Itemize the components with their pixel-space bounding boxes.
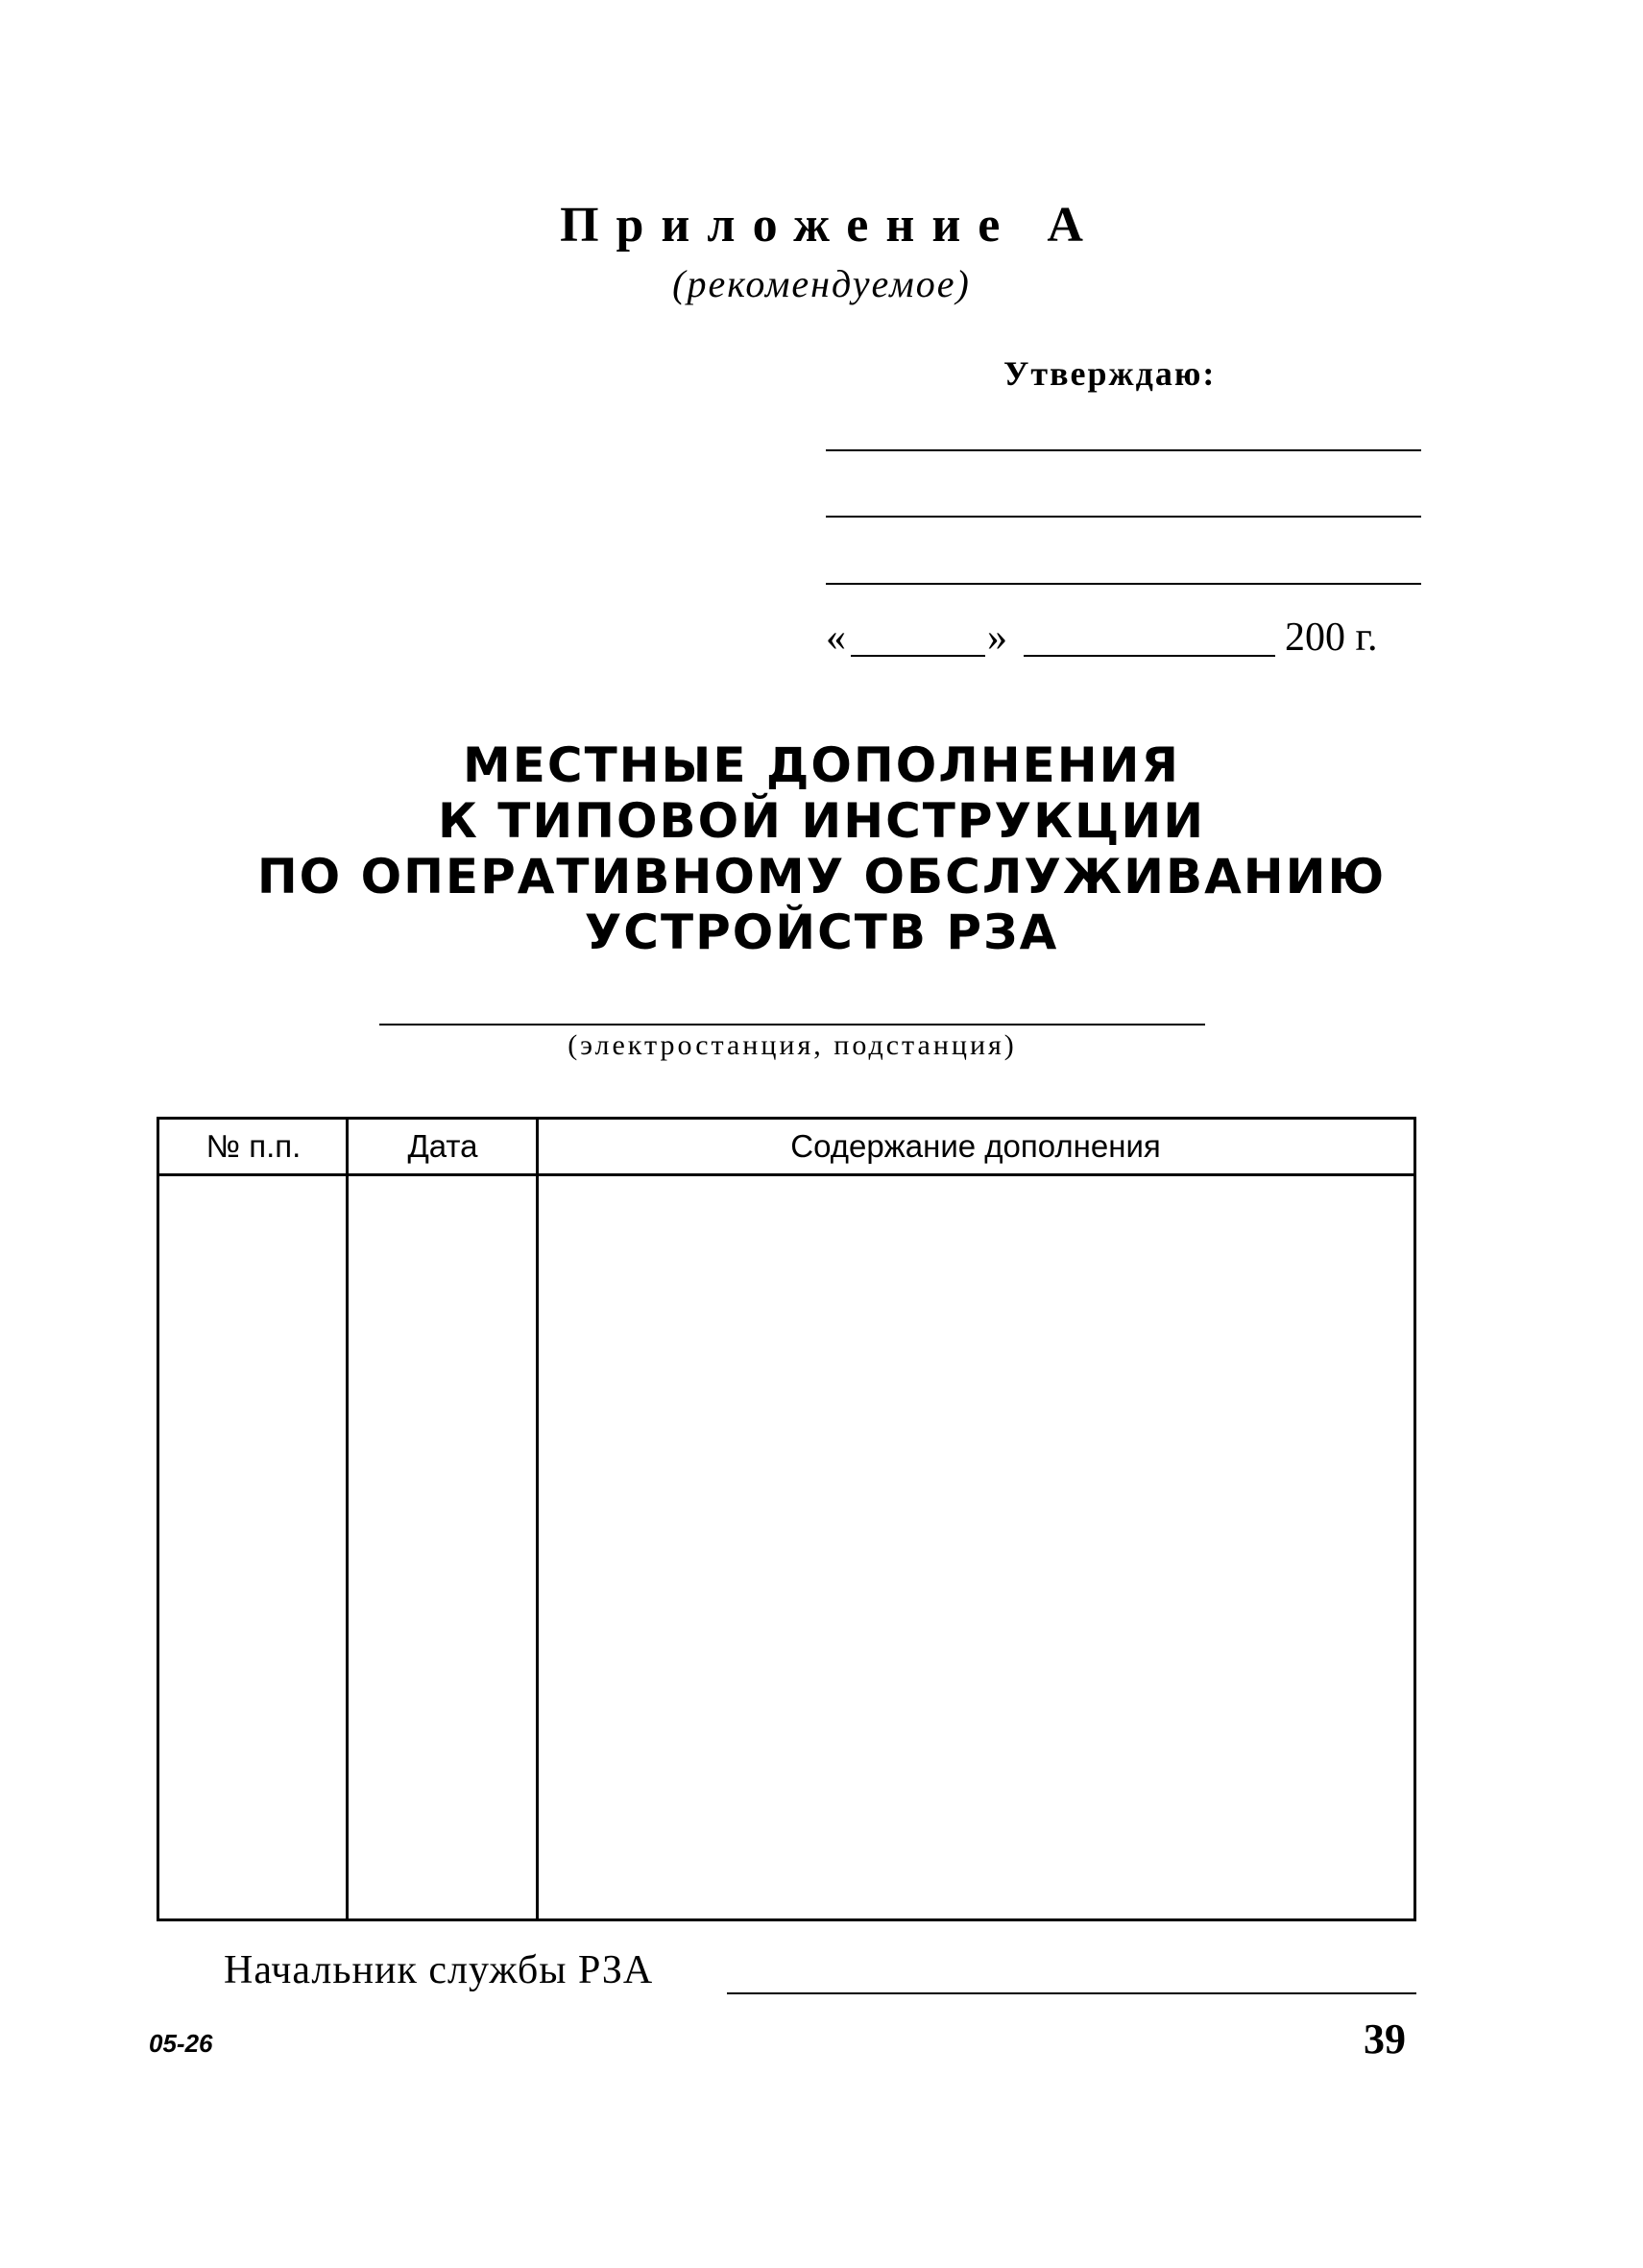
day-blank-line <box>851 655 985 657</box>
signature-line <box>727 1992 1416 1994</box>
org-caption: (электростанция, подстанция) <box>568 1029 1017 1061</box>
additions-table <box>157 1117 1416 1921</box>
date-close-quote: » <box>987 615 1007 660</box>
month-blank-line <box>1024 655 1275 657</box>
column-header-content: Содержание дополнения <box>790 1128 1161 1164</box>
document-title <box>0 737 1643 960</box>
document-title-line-2: К ТИПОВОЙ ИНСТРУКЦИИ <box>437 793 1206 849</box>
header-separator <box>159 1173 1413 1176</box>
document-code: 05-26 <box>149 2029 213 2058</box>
date-open-quote: « <box>826 615 846 660</box>
signer-label: Начальник службы РЗА <box>224 1948 654 1992</box>
column-header-number: № п.п. <box>205 1128 302 1164</box>
approval-line-2 <box>826 516 1421 518</box>
approval-line-1 <box>826 449 1421 451</box>
approval-date-row <box>826 613 1421 661</box>
document-title-line-3: ПО ОПЕРАТИВНОМУ ОБСЛУЖИВАНИЮ <box>256 849 1387 905</box>
document-title-line-4: УСТРОЙСТВ РЗА <box>584 905 1059 960</box>
year-text: 200 г. <box>1285 615 1378 660</box>
annex-subtitle: (рекомендуемое) <box>672 262 971 305</box>
approval-line-3 <box>826 583 1421 585</box>
document-title-line-1: МЕСТНЫЕ ДОПОЛНЕНИЯ <box>462 737 1181 793</box>
column-header-date: Дата <box>407 1128 478 1164</box>
column-divider-2 <box>536 1120 539 1918</box>
column-divider-1 <box>346 1120 349 1918</box>
annex-title: Приложение А <box>560 198 1100 253</box>
page-number: 39 <box>1364 2015 1406 2063</box>
org-blank-line <box>379 1024 1205 1025</box>
approval-label: Утверждаю: <box>1003 354 1217 393</box>
